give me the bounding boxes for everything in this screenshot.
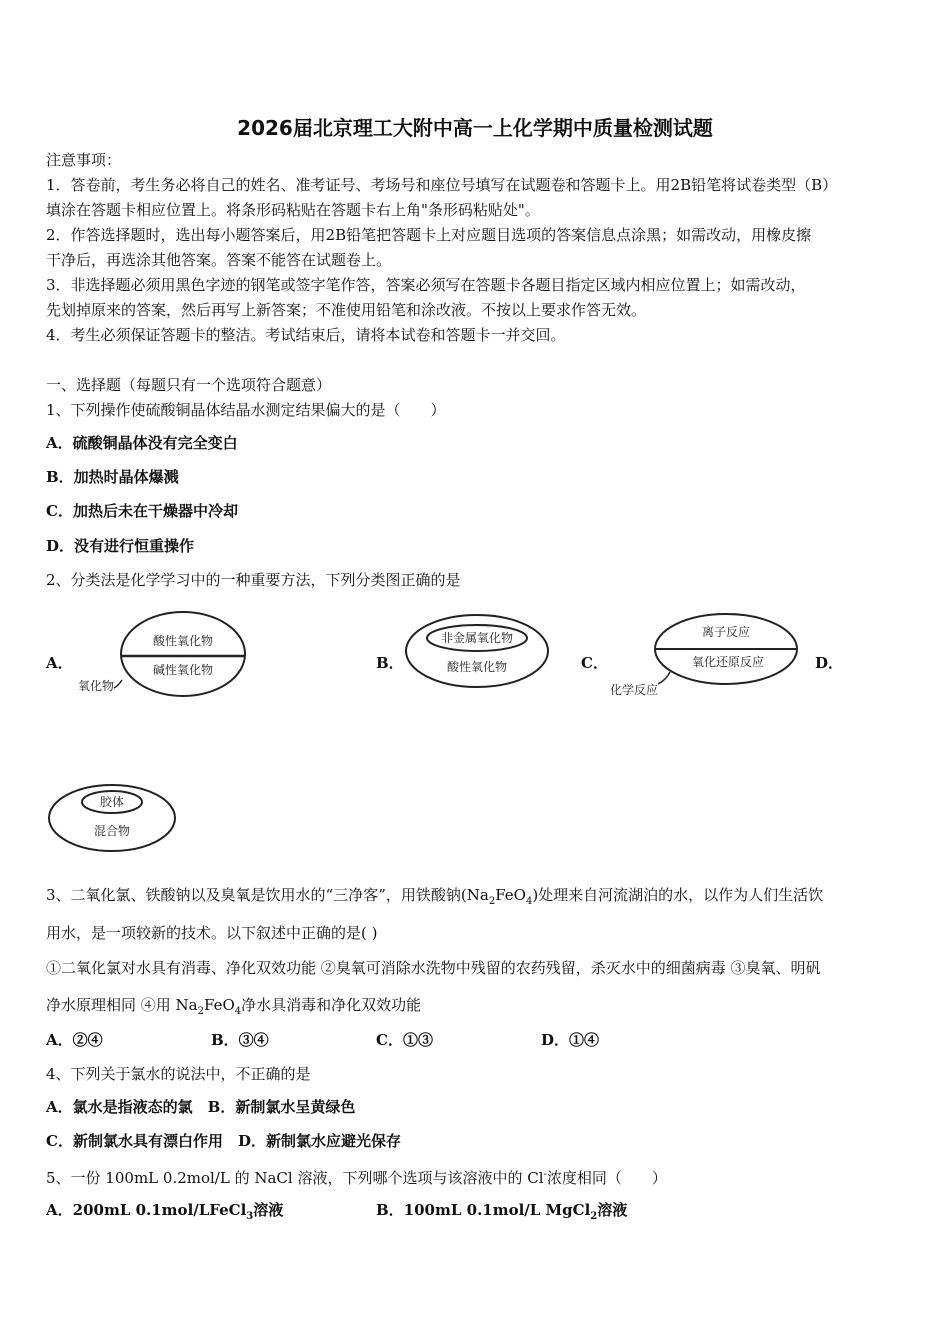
page-title: 2026届北京理工大附中高一上化学期中质量检测试题 bbox=[237, 116, 713, 140]
q2-stem: 2、分类法是化学学习中的一种重要方法，下列分类图正确的是 bbox=[46, 571, 461, 589]
q3-option-b: B．③④ bbox=[211, 1031, 269, 1049]
q5-stem bbox=[46, 1165, 667, 1188]
q2-label-a: A． bbox=[46, 654, 73, 672]
q5-option-text: A．200mL 0.1mol/LFeCl bbox=[46, 1201, 247, 1219]
q1-option-b: B．加热时晶体爆溅 bbox=[46, 468, 179, 486]
section-heading: 一、选择题（每题只有一个选项符合题意） bbox=[46, 376, 332, 394]
superscript: - bbox=[543, 1169, 547, 1180]
q1-option-d: D．没有进行恒重操作 bbox=[46, 537, 195, 555]
q3-text: FeO bbox=[495, 886, 526, 904]
q3-option-c: C．①③ bbox=[376, 1031, 433, 1049]
diagram-d-inner-label: 胶体 bbox=[99, 795, 125, 809]
q3-statements-line1: ①二氧化氯对水具有消毒、净化双效功能 ②臭氧可消除水洗物中残留的农药残留，杀灭水中的细菌病毒 ③臭氧、明矾 bbox=[46, 959, 821, 977]
q4-options-row1: A．氯水是指液态的氯 B．新制氯水呈黄绿色 bbox=[46, 1098, 356, 1116]
q5-option-b bbox=[376, 1200, 627, 1227]
diagram-a-top-label: 酸性氧化物 bbox=[152, 634, 214, 648]
diagram-a-bottom-label: 碱性氧化物 bbox=[152, 663, 214, 677]
q5-text: 5、一份 100mL 0.2mol/L 的 NaCl 溶液，下列哪个选项与该溶液中的 Cl bbox=[46, 1169, 544, 1187]
q3-stem-line1 bbox=[46, 885, 823, 912]
q1-option-a: A．硫酸铜晶体没有完全变白 bbox=[46, 434, 238, 452]
notice-line: 1．答卷前，考生务必将自己的姓名、准考证号、考场号和座位号填写在试题卷和答题卡上。用2B铅笔将试卷类型（B） bbox=[46, 176, 838, 194]
q3-text: )处理来自河流湖泊的水，以作为人们生活饮 bbox=[532, 886, 824, 904]
q4-options-row2: C．新制氯水具有漂白作用 D．新制氯水应避光保存 bbox=[46, 1132, 401, 1150]
q3-option-d: D．①④ bbox=[541, 1031, 600, 1049]
q3-statements-line2 bbox=[46, 995, 421, 1022]
diagram-a bbox=[70, 608, 250, 708]
q3-text: 净水具消毒和净化双效功能 bbox=[241, 996, 422, 1014]
diagram-b-inner-label: 非金属氧化物 bbox=[440, 631, 514, 645]
q3-text: FeO bbox=[203, 996, 235, 1014]
subscript: 2 bbox=[590, 1211, 598, 1222]
diagram-c-bottom-label: 氧化还原反应 bbox=[691, 655, 765, 669]
subscript: 2 bbox=[197, 1006, 204, 1017]
subscript: 4 bbox=[525, 896, 533, 907]
q5-option-text: 溶液 bbox=[253, 1201, 284, 1219]
q1-option-c: C．加热后未在干燥器中冷却 bbox=[46, 502, 238, 520]
q5-option-text: 溶液 bbox=[597, 1201, 628, 1219]
diagram-d-outer-label: 混合物 bbox=[93, 824, 131, 838]
diagram-a-outer-label: 氧化物 bbox=[78, 679, 115, 693]
q3-stem-line2: 用水，是一项较新的技术。以下叙述中正确的是( ) bbox=[46, 924, 378, 942]
subscript: 4 bbox=[234, 1006, 242, 1017]
q3-text: 净水原理相同 ④用 Na bbox=[46, 996, 198, 1014]
diagram-c bbox=[600, 612, 800, 702]
diagram-b bbox=[400, 612, 560, 692]
diagram-b-outer-label: 酸性氧化物 bbox=[446, 660, 508, 674]
q3-text: 3、二氧化氯、铁酸钠以及臭氧是饮用水的“三净客”，用铁酸钠(Na bbox=[46, 886, 489, 904]
q5-text: 浓度相同（ ） bbox=[546, 1169, 667, 1187]
q2-label-c: C． bbox=[581, 654, 608, 672]
q4-stem: 4、下列关于氯水的说法中，不正确的是 bbox=[46, 1065, 311, 1083]
diagram-c-outer-label: 化学反应 bbox=[610, 683, 659, 697]
notice-line: 干净后，再选涂其他答案。答案不能答在试题卷上。 bbox=[46, 251, 392, 269]
q5-option-text: B．100mL 0.1mol/L MgCl bbox=[376, 1201, 591, 1219]
diagram-d bbox=[44, 780, 184, 860]
notice-line: 填涂在答题卡相应位置上。将条形码粘贴在答题卡右上角"条形码粘贴处"。 bbox=[46, 201, 540, 219]
notice-line: 3．非选择题必须用黑色字迹的钢笔或签字笔作答，答案必须写在答题卡各题目指定区域内相应位置上；如需改动， bbox=[46, 276, 806, 294]
notice-line: 4．考生必须保证答题卡的整洁。考试结束后，请将本试卷和答题卡一并交回。 bbox=[46, 326, 566, 344]
subscript: 2 bbox=[488, 896, 496, 907]
q2-label-d: D． bbox=[815, 654, 844, 672]
q1-stem: 1、下列操作使硫酸铜晶体结晶水测定结果偏大的是（ ） bbox=[46, 401, 446, 419]
subscript: 3 bbox=[246, 1211, 254, 1222]
diagram-c-top-label: 离子反应 bbox=[701, 625, 751, 639]
notice-line: 2．作答选择题时，选出每小题答案后，用2B铅笔把答题卡上对应题目选项的答案信息点涂黑；如需改动，用橡皮擦 bbox=[46, 226, 812, 244]
notice-heading: 注意事项： bbox=[46, 151, 122, 169]
q3-option-a: A．②④ bbox=[46, 1031, 103, 1049]
notice-line: 先划掉原来的答案，然后再写上新答案；不准使用铅笔和涂改液。不按以上要求作答无效。 bbox=[46, 301, 647, 319]
q5-option-a bbox=[46, 1200, 283, 1227]
q2-label-b: B． bbox=[376, 654, 404, 672]
